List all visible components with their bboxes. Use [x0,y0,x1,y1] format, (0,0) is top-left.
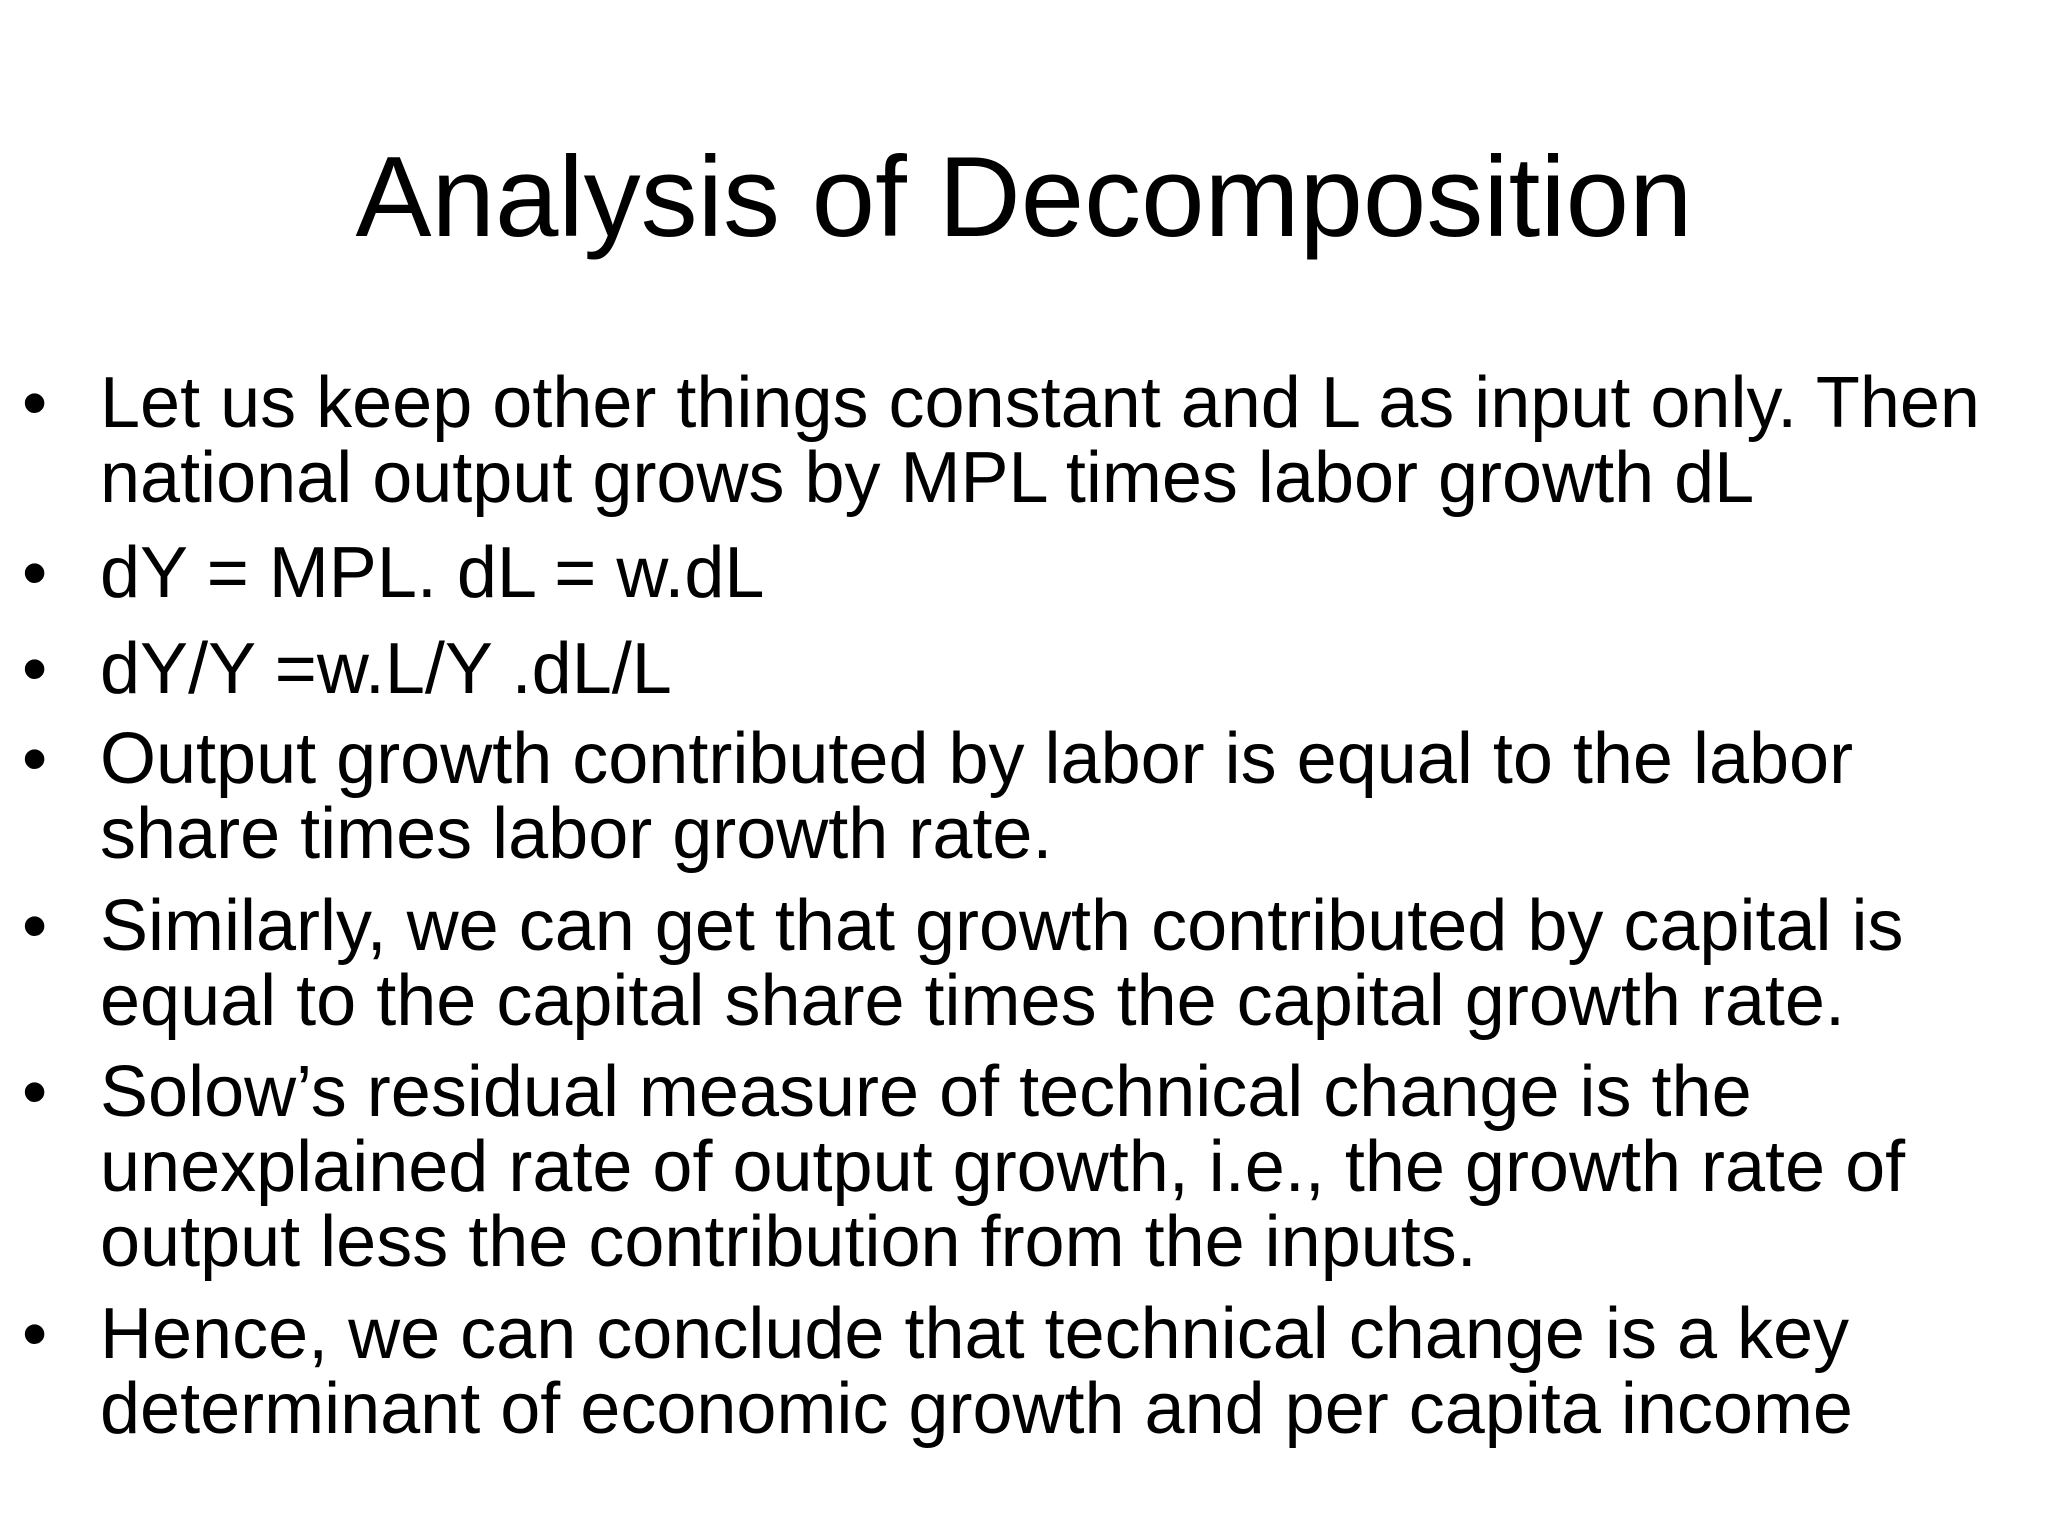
bullet-text: dY = MPL. dL = w.dL [100,533,765,613]
bullet-item [22,363,2012,518]
bullet-dot-icon: • [22,533,48,613]
bullet-dot-icon: • [22,629,48,709]
bullet-item [22,886,2012,1041]
bullet-text: Let us keep other things constant and L as input only. Then national output grows by MPL times labor growth dL [100,363,1980,518]
bullet-text: Output growth contributed by labor is equal to the labor share times labor growth rate. [100,719,1854,874]
bullet-item [22,629,2012,709]
bullet-dot-icon: • [22,1294,48,1374]
bullet-item [22,533,2012,613]
bullet-dot-icon: • [22,363,48,443]
bullet-text: Hence, we can conclude that technical change is a key determinant of economic growth and per capita income [100,1294,1853,1449]
bullet-dot-icon: • [22,886,48,966]
bullet-text: dY/Y =w.L/Y .dL/L [100,629,672,709]
bullet-text: Solow’s residual measure of technical change is the unexplained rate of output growth, i.e., the growth rate of output less the contribution from the inputs. [100,1052,1906,1282]
bullet-dot-icon: • [22,1052,48,1132]
bullet-text: Similarly, we can get that growth contributed by capital is equal to the capital share times the capital growth rate. [100,886,1904,1041]
bullet-item [22,719,2012,874]
bullet-item [22,1052,2012,1282]
slide-title: Analysis of Decomposition [355,134,1693,261]
bullet-dot-icon: • [22,719,48,799]
bullet-item [22,1294,2012,1449]
